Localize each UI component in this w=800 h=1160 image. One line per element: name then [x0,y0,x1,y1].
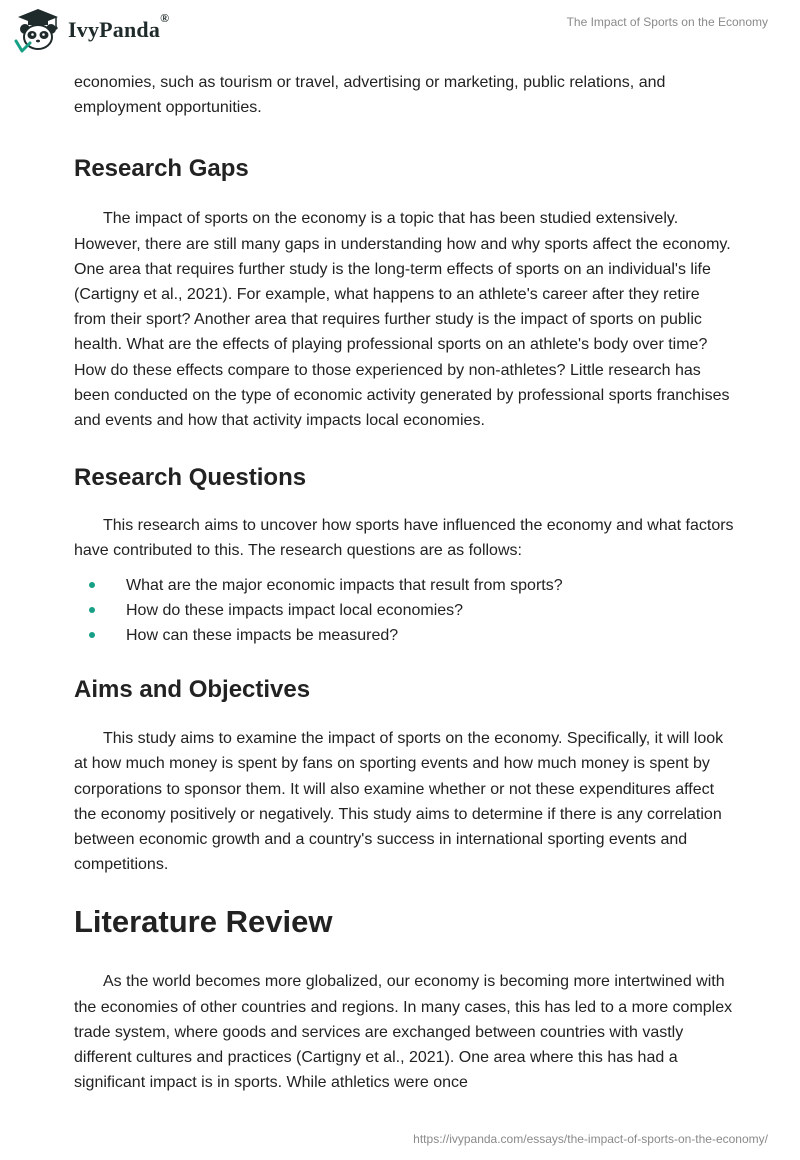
literature-review-paragraph: As the world becomes more globalized, our economy is becoming more intertwined with the economies of other countries and regions. In many cases, this has led to a more complex trade system, where goods and services are exchanged between countries with vastly different cultures and practices (Cartigny et al., 2021). One area where this has had a significant impact is in sports. While athletics were once [74,973,733,1092]
panda-graduate-icon [14,7,62,53]
list-item: How do these impacts impact local economies? [74,598,734,623]
list-item: How can these impacts be measured? [74,623,734,648]
bullet-dot-icon [89,632,95,638]
bullet-dot-icon [89,607,95,613]
page-header [0,0,800,62]
research-gaps-paragraph: The impact of sports on the economy is a topic that has been studied extensively. However, there are still many gaps in understanding how and why sports affect the economy. One area that requires further study is the long-term effects of sports on an individual's life (Cartigny et al., 2021). For example, what happens to an athlete's career after they retire from their sport? Another area that requires further study is the impact of sports on public health. What are the effects of playing professional sports on an athlete's body over time? How do these effects compare to those experienced by non-athletes? Little research has been conducted on the type of economic activity generated by professional sports franchises and events and how that activity impacts local economies. [74,210,731,430]
literature-review-heading: Literature Review [74,904,333,940]
ivypanda-logo[interactable] [14,7,169,53]
research-questions-heading: Research Questions [74,464,307,492]
brand-name: IvyPanda® [68,11,170,42]
research-questions-paragraph: This research aims to uncover how sports have influenced the economy and what factors have contributed to this. The research questions are as follows: [74,517,734,560]
aims-objectives-heading: Aims and Objectives [74,676,311,704]
aims-objectives-paragraph: This study aims to examine the impact of sports on the economy. Specifically, it will look at how much money is spent by fans on sporting events and how much money is spent by corporations to sponsor them. It will also examine whether or not these expenditures affect the economy positively or negatively. This study aims to determine if there is any correlation between economic growth and a country's success in international sporting events and competitions. [74,730,724,874]
registered-mark: ® [160,11,170,25]
source-url[interactable]: https://ivypanda.com/essays/the-impact-of-sports-on-the-economy/ [413,1132,768,1146]
research-gaps-heading: Research Gaps [74,155,249,183]
list-item: What are the major economic impacts that result from sports? [74,573,734,598]
bullet-dot-icon [89,582,95,588]
essay-content [74,70,734,1095]
document-title: The Impact of Sports on the Economy [566,15,768,29]
intro-fragment: economies, such as tourism or travel, advertising or marketing, public relations, and employment opportunities. [74,74,666,117]
research-questions-list [74,573,734,649]
